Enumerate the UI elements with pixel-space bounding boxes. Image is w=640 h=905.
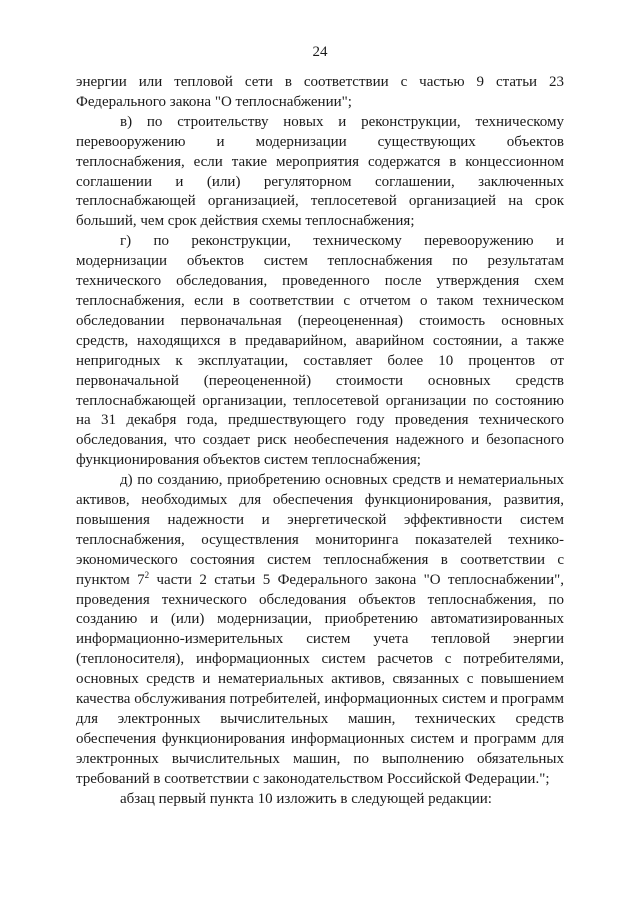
paragraph-item-v: в) по строительству новых и реконструкции, техническому перевооружению и модернизации существующих объектов теплоснабжения, если такие мероприятия содержатся в концессионном соглашении и (или) регуляторном соглашении, заключенных теплоснабжающей организацией, теплосетевой организацией на срок больший, чем срок действия схемы теплоснабжения; xyxy=(76,113,564,230)
paragraph-item-d xyxy=(76,471,564,790)
paragraph-item-d-text-start: д) по созданию, приобретению основных средств и нематериальных активов, необходимых для обеспечения функционирования, развития, повышения надежности и энергетической эффективности систем теплоснабжения, осуществления мониторинга показателей технико-экономического состояния систем теплоснабжения в соответствии с пунктом 7 xyxy=(76,472,564,588)
paragraph-amendment-intro: абзац первый пункта 10 изложить в следующей редакции: xyxy=(120,790,492,807)
superscript-marker: 2 xyxy=(144,569,150,580)
document-body xyxy=(76,73,564,810)
paragraph-continuation: энергии или тепловой сети в соответствии с частью 9 статьи 23 Федерального закона "О теплоснабжении"; xyxy=(76,74,564,110)
paragraph-item-g: г) по реконструкции, техническому перевооружению и модернизации объектов систем теплоснабжения по результатам технического обследования, проведенного после утверждения схем теплоснабжения, если в соответствии с отчетом о таком техническом обследовании первоначальная (переоцененная) стоимость основных средств, находящихся в предаварийном, аварийном состоянии, а также непригодных к эксплуатации, составляет более 10 процентов от первоначальной (переоцененной) стоимости основных средств теплоснабжающей организации, теплосетевой организации по состоянию на 31 декабря года, предшествующего году проведения технического обследования, что создает риск необеспечения надежного и безопасного функционирования объектов систем теплоснабжения; xyxy=(76,233,564,469)
page-number: 24 xyxy=(312,44,328,60)
paragraph-item-d-text-end: части 2 статьи 5 Федерального закона "О теплоснабжении", проведения технического обследования объектов теплоснабжения, по созданию и (или) модернизации, приобретению автоматизированных информационно-измерительных систем учета тепловой энергии (теплоносителя), информационных систем расчетов с потребителями, основных средств и нематериальных активов, связанных с повышением качества обслуживания потребителей, информационных систем и программ для электронных вычислительных машин, технических средств обеспечения функционирования информационных систем и программ для электронных вычислительных машин, по выполнению обязательных требований в соответствии с законодательством Российской Федерации."; xyxy=(76,571,565,787)
